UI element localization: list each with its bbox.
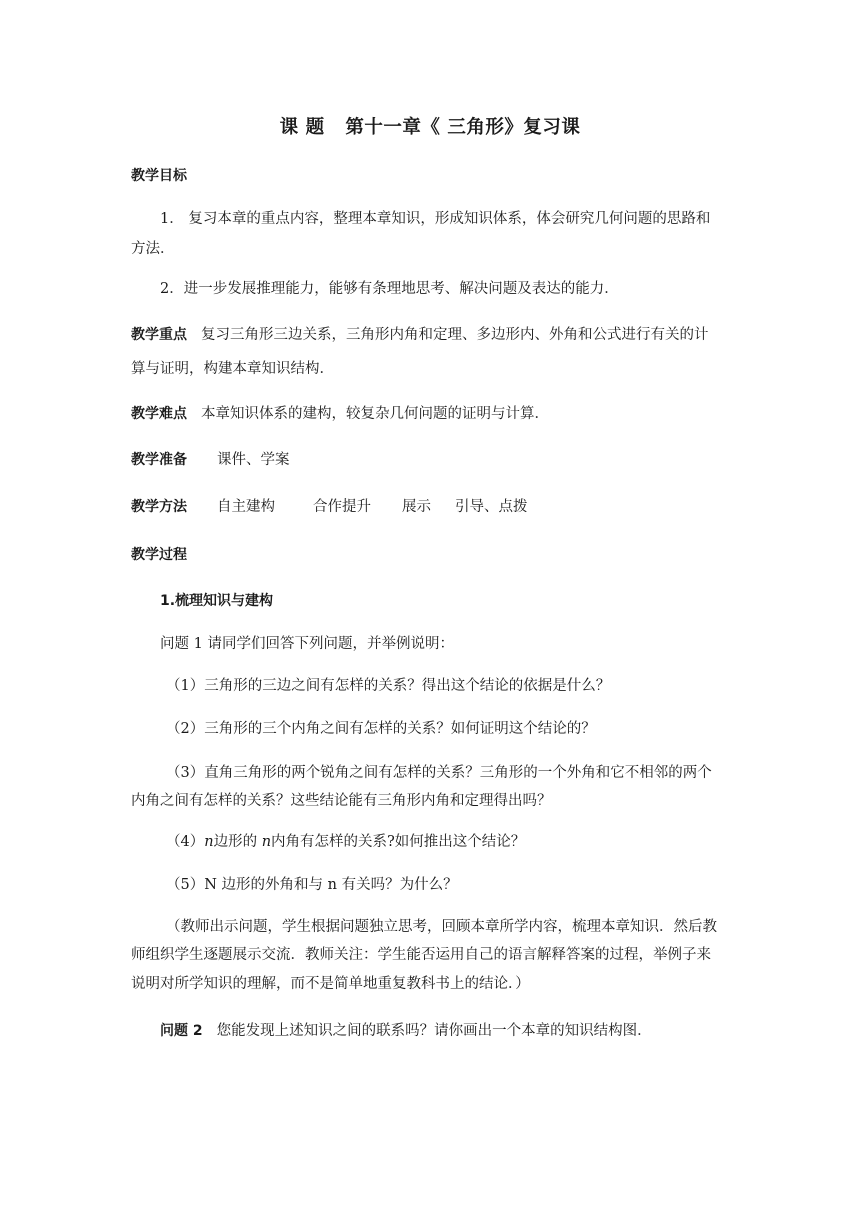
objectives-heading: 教学目标 bbox=[131, 168, 187, 184]
difficulties-text: 本章知识体系的建构，较复杂几何问题的证明与计算． bbox=[201, 406, 549, 422]
question-2-line bbox=[160, 1016, 760, 1046]
question-2-text: 您能发现上述知识之间的联系吗？请你画出一个本章的知识结构图． bbox=[216, 1023, 652, 1039]
question-1-item-4-mid: 边形的 bbox=[213, 834, 262, 850]
section-1-heading: 1.梳理知识与建构 bbox=[160, 593, 274, 609]
teacher-note-line-1: （教师出示问题，学生根据问题独立思考，回顾本章所学内容，梳理本章知识．然后教 bbox=[166, 919, 717, 935]
teacher-note-line-2: 师组织学生逐题展示交流．教师关注：学生能否运用自己的语言解释答案的过程，举例子来 bbox=[131, 947, 711, 963]
question-1-item-2: （2）三角形的三个内角之间有怎样的关系？如何证明这个结论的？ bbox=[166, 721, 596, 737]
method-item: 展示 bbox=[402, 499, 431, 515]
preparation-heading: 教学准备 bbox=[131, 452, 187, 468]
methods-line bbox=[131, 492, 731, 522]
key-points-text: 复习三角形三边关系，三角形内角和定理、多边形内、外角和公式进行有关的计 bbox=[201, 327, 709, 343]
question-1-item-4 bbox=[166, 827, 766, 857]
variable-n: n bbox=[204, 834, 214, 850]
objective-item-1-line-2: 方法． bbox=[131, 241, 175, 257]
question-1-item-3-line-2: 内角之间有怎样的关系？这些结论能有三角形内角和定理得出吗？ bbox=[131, 793, 552, 809]
key-points-line-1 bbox=[131, 320, 731, 350]
objective-item-1-line-1: 1． 复习本章的重点内容，整理本章知识，形成知识体系，体会研究几何问题的思路和 bbox=[160, 211, 711, 227]
question-1-intro: 问题 1 请同学们回答下列问题，并举例说明： bbox=[160, 636, 454, 652]
question-1-item-5: （5）N 边形的外角和与 n 有关吗？为什么？ bbox=[166, 877, 458, 893]
question-2-label: 问题 2 bbox=[160, 1023, 203, 1039]
question-1-item-3-line-1: （3）直角三角形的两个锐角之间有怎样的关系？三角形的一个外角和它不相邻的两个 bbox=[166, 765, 712, 781]
question-1-item-1: （1）三角形的三边之间有怎样的关系？得出这个结论的依据是什么？ bbox=[166, 678, 611, 694]
difficulties-line bbox=[131, 399, 731, 429]
key-points-line-2: 算与证明，构建本章知识结构． bbox=[131, 361, 334, 377]
difficulties-heading: 教学难点 bbox=[131, 406, 187, 422]
lesson-title: 课 题 第十一章《 三角形》复习课 bbox=[279, 117, 581, 138]
methods-heading: 教学方法 bbox=[131, 499, 187, 515]
method-item: 合作提升 bbox=[313, 499, 371, 515]
teacher-note-line-3: 说明对所学知识的理解，而不是简单地重复教科书上的结论．） bbox=[131, 976, 530, 992]
question-1-item-4-prefix: （4） bbox=[166, 834, 205, 850]
question-1-item-4-suffix: 内角有怎样的关系?如何推出这个结论？ bbox=[271, 834, 526, 850]
process-heading: 教学过程 bbox=[131, 547, 187, 563]
key-points-heading: 教学重点 bbox=[131, 327, 187, 343]
preparation-text: 课件、学案 bbox=[217, 452, 290, 468]
method-item: 自主建构 bbox=[217, 499, 275, 515]
objective-item-2: 2．进一步发展推理能力，能够有条理地思考、解决问题及表达的能力． bbox=[160, 281, 619, 297]
method-item: 引导、点拨 bbox=[455, 499, 528, 515]
preparation-line bbox=[131, 445, 731, 475]
variable-n: n bbox=[261, 834, 272, 850]
